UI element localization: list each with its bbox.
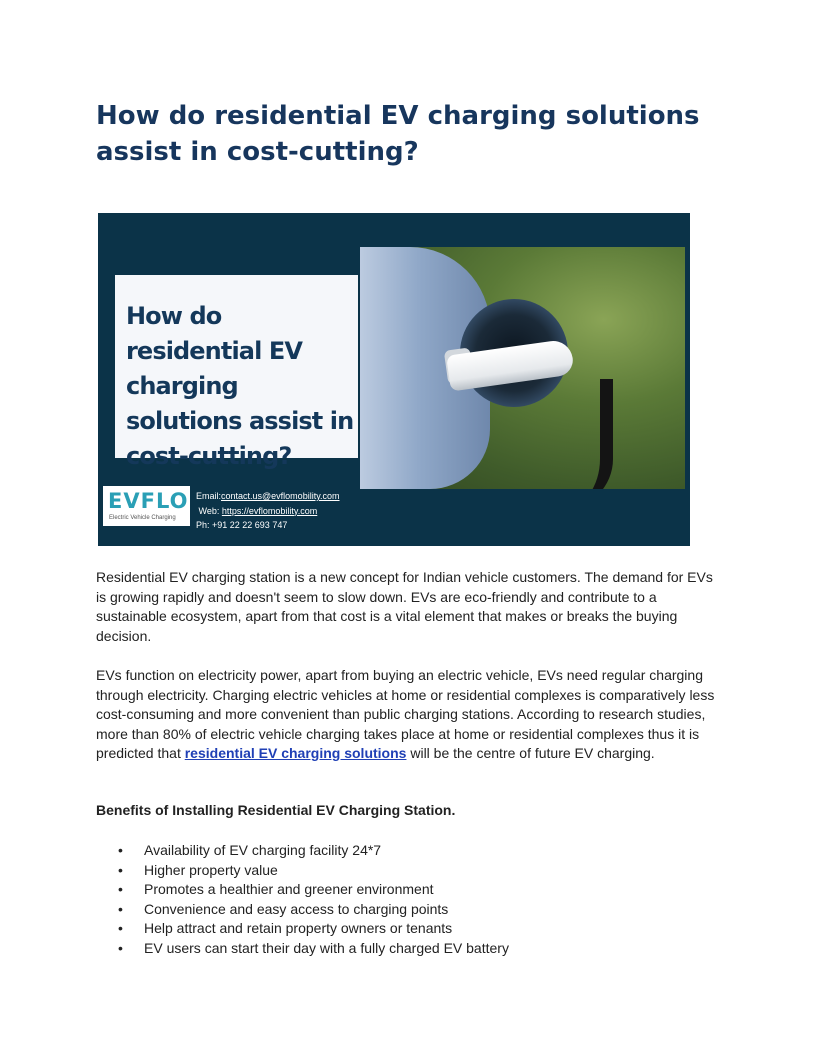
bullet-icon: •: [118, 920, 123, 936]
ev-charging-photo: [360, 247, 685, 489]
list-item: • EV users can start their day with a fully charged EV battery: [96, 939, 696, 959]
contact-email: Email:contact.us@evflomobility.com: [196, 491, 340, 501]
list-item: • Convenience and easy access to charging points: [96, 900, 696, 920]
article-banner-image: [98, 213, 690, 546]
bullet-icon: •: [118, 939, 123, 956]
contact-web: Web: https://evflomobility.com: [198, 505, 318, 516]
bullet-icon: •: [118, 861, 123, 878]
list-item: • Higher property value: [96, 861, 696, 881]
list-item: • Help attract and retain property owners or tenants: [96, 919, 696, 939]
logo-tagline: Electric Vehicle Charging: [109, 515, 176, 521]
evflo-logo: [103, 486, 190, 526]
intro-paragraph: Residential EV charging station is a new concept for Indian vehicle customers. The demand for EVs is growing rapidly and doesn't seem to slow down. EVs are eco-friendly and contribute to a sustainable ecosystem, apart from that cost is a vital element that makes or breaks the buying decision.: [96, 569, 713, 644]
bullet-icon: •: [118, 881, 123, 897]
bullet-icon: •: [118, 900, 123, 917]
page-title: How do residential EV charging solutions assist in cost-cutting?: [96, 101, 700, 167]
electricity-paragraph: EVs function on electricity power, apart from buying an electric vehicle, EVs need regular charging through electricity. Charging electric vehicles at home or residential complexes is comparatively less cost-consuming and more convenient than public charging stations. According to research studies, more than 80% of electric vehicle charging takes place at home or residential complexes thus it is predicted that residential EV charging solutions will be the centre of future EV charging.: [96, 667, 715, 761]
bullet-icon: •: [118, 842, 123, 858]
benefits-heading: Benefits of Installing Residential EV Charging Station.: [96, 802, 456, 818]
banner-contact-info: [196, 489, 396, 533]
banner-headline: How do residential EV charging solutions assist in cost-cutting?: [126, 302, 354, 470]
banner-title-box: [115, 275, 358, 470]
benefits-list: [96, 841, 696, 958]
contact-phone: Ph: +91 22 22 693 747: [196, 520, 288, 530]
logo-wordmark: EVFLO: [108, 489, 189, 513]
residential-ev-charging-link[interactable]: residential EV charging solutions: [184, 745, 407, 761]
list-item: • Promotes a healthier and greener environment: [96, 880, 696, 900]
charging-cable: [550, 379, 613, 489]
list-item: • Availability of EV charging facility 24*7: [96, 841, 696, 861]
